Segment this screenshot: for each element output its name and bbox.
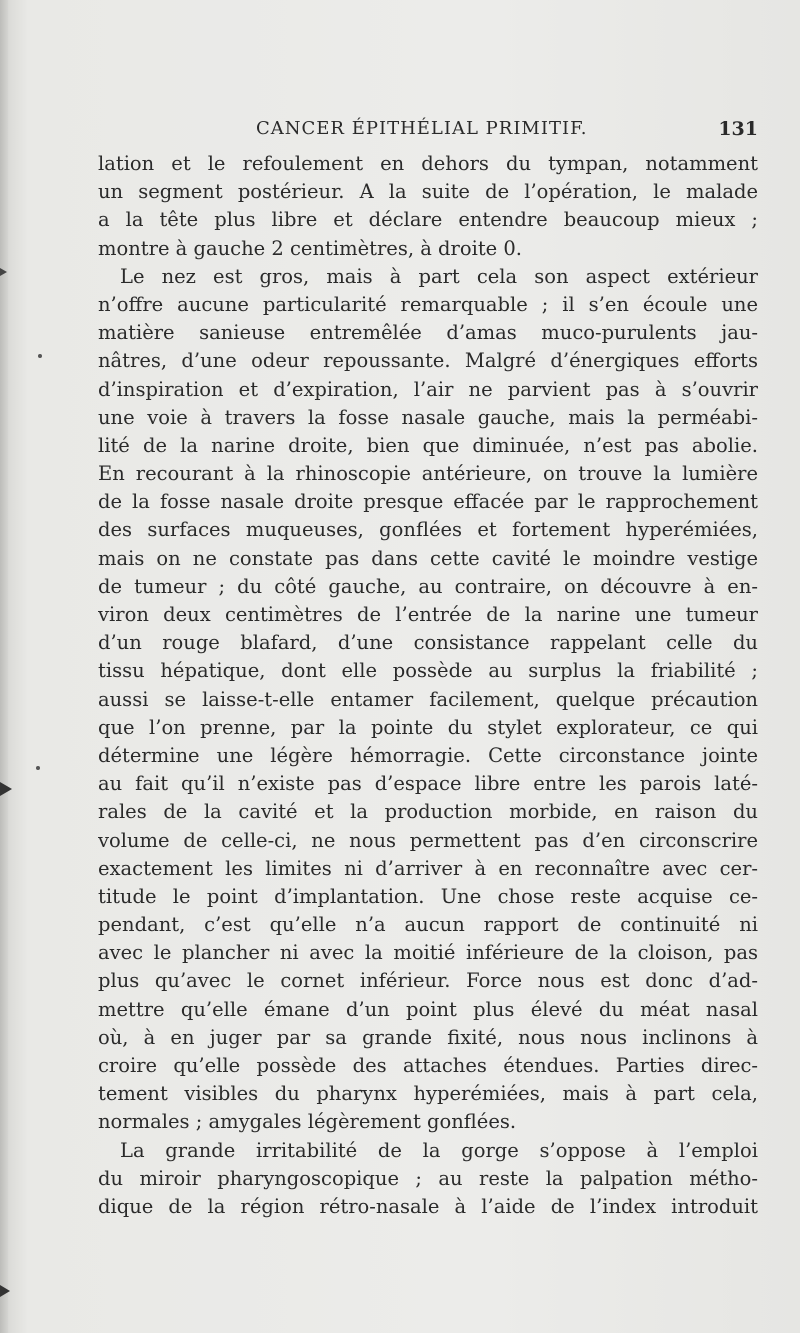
text-line: une voie à travers la fosse nasale gauche, mais la perméabi- [98, 405, 758, 429]
margin-arrow-mark [0, 1285, 10, 1297]
text-line: des surfaces muqueuses, gonflées et fortement hyperémiées, [98, 518, 758, 542]
margin-dot-mark [36, 766, 40, 770]
text-line: avec le plancher ni avec la moitié inférieure de la cloison, pas [98, 941, 758, 965]
text-line: tement visibles du pharynx hyperémiées, mais à part cela, [98, 1082, 758, 1106]
text-line: montre à gauche 2 centimètres, à droite 0. [98, 236, 523, 260]
margin-dot-mark [38, 354, 42, 358]
text-line: que l’on prenne, par la pointe du stylet explorateur, ce qui [98, 715, 758, 739]
text-line: viron deux centimètres de l’entrée de la narine une tumeur [98, 603, 758, 626]
margin-arrow-mark [0, 782, 12, 796]
text-line: pendant, c’est qu’elle n’a aucun rapport de continuité ni [98, 913, 758, 937]
text-line: titude le point d’implantation. Une chose reste acquise ce- [98, 884, 758, 908]
text-line: croire qu’elle possède des attaches étendues. Parties direc- [98, 1054, 758, 1077]
text-line: détermine une légère hémorragie. Cette circonstance jointe [98, 743, 758, 767]
text-line: n’offre aucune particularité remarquable ; il s’en écoule une [98, 292, 758, 316]
text-line: tissu hépatique, dont elle possède au surplus la friabilité ; [98, 659, 758, 683]
text-line: d’inspiration et d’expiration, l’air ne parvient pas à s’ouvrir [98, 377, 758, 401]
text-line: normales ; amygales légèrement gonflées. [98, 1110, 517, 1134]
text-line: lité de la narine droite, bien que diminuée, n’est pas abolie. [98, 433, 758, 457]
text-line: a la tête plus libre et déclare entendre beaucoup mieux ; [98, 208, 758, 232]
text-line: En recourant à la rhinoscopie antérieure, on trouve la lumière [98, 462, 758, 486]
text-line: aussi se laisse-t-elle entamer facilement, quelque précaution [98, 687, 758, 711]
text-line: mettre qu’elle émane d’un point plus élevé du méat nasal [98, 997, 758, 1021]
binding-edge [0, 0, 8, 1333]
text-line: dique de la région rétro-nasale à l’aide de l’index introduit [98, 1194, 758, 1218]
paragraph-start-line: Le nez est gros, mais à part cela son aspect extérieur [120, 264, 758, 288]
text-line: rales de la cavité et la production morbide, en raison du [98, 800, 758, 824]
paragraph-start-line: La grande irritabilité de la gorge s’oppose à l’emploi [120, 1138, 758, 1162]
text-line: un segment postérieur. A la suite de l’opération, le malade [98, 180, 758, 204]
text-line: volume de celle-ci, ne nous permettent pas d’en circonscrire [98, 828, 758, 852]
text-line: où, à en juger par sa grande fixité, nous nous inclinons à [98, 1025, 758, 1049]
text-line: de tumeur ; du côté gauche, au contraire, on découvre à en- [98, 574, 758, 598]
text-line: nâtres, d’une odeur repoussante. Malgré d’énergiques efforts [98, 349, 758, 373]
margin-arrow-mark [0, 268, 7, 276]
text-line: lation et le refoulement en dehors du tympan, notamment [98, 152, 758, 175]
body-text [98, 150, 758, 1221]
text-line: mais on ne constate pas dans cette cavité le moindre vestige [98, 546, 758, 570]
text-line: matière sanieuse entremêlée d’amas muco-purulents jau- [98, 321, 758, 345]
text-line: du miroir pharyngoscopique ; au reste la palpation métho- [98, 1166, 758, 1190]
page-number: 131 [718, 118, 758, 140]
text-line: plus qu’avec le cornet inférieur. Force nous est donc d’ad- [98, 969, 758, 993]
running-title: CANCER ÉPITHÉLIAL PRIMITIF. [256, 118, 588, 139]
page-header [98, 118, 758, 144]
text-line: au fait qu’il n’existe pas d’espace libre entre les parois laté- [98, 772, 758, 796]
text-line: d’un rouge blafard, d’une consistance rappelant celle du [98, 631, 758, 655]
text-line: exactement les limites ni d’arriver à en reconnaître avec cer- [98, 856, 758, 880]
text-line: de la fosse nasale droite presque effacée par le rapprochement [98, 490, 758, 514]
